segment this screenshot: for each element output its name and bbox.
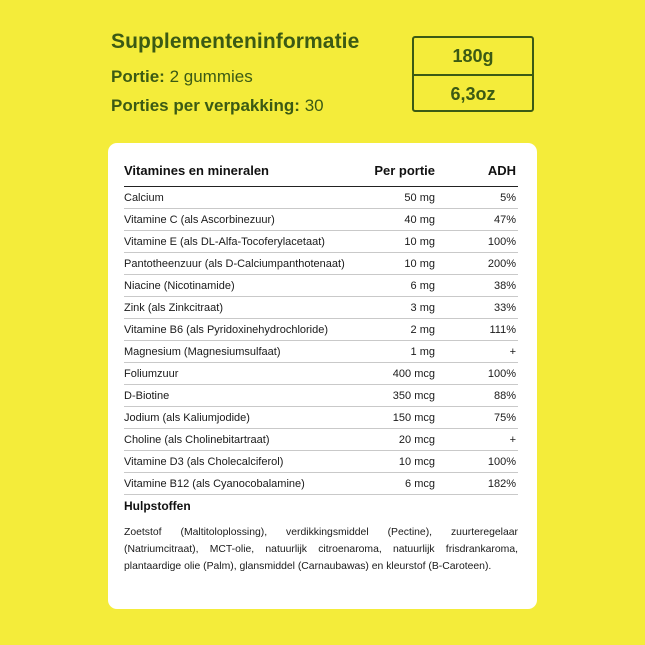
nutrient-name: Choline (als Cholinebitartraat)	[124, 434, 270, 446]
table-row	[124, 187, 518, 209]
nutrient-name: Niacine (Nicotinamide)	[124, 280, 235, 292]
per-portion-value: 10 mcg	[398, 456, 435, 468]
serving-size-value: 2 gummies	[169, 67, 253, 86]
column-header-per-portion: Per portie	[374, 163, 435, 178]
per-portion-value: 20 mcg	[398, 434, 435, 446]
table-row	[124, 451, 518, 473]
excipients-text: Zoetstof (Maltitoloplossing), verdikkingsmiddel (Pectine), zuurteregelaar (Natriumcitraat), MCT-olie, natuurlijk citroenaroma, natuurlijk frisdrankaroma, plantaardige olie (Palm), glansmiddel (Carnaubawas) en kleurstof (B-Caroteen).	[124, 527, 518, 572]
nutrient-name: Calcium	[124, 192, 164, 204]
nutrient-name: D-Biotine	[124, 390, 170, 402]
table-row	[124, 231, 518, 253]
adh-value: 75%	[493, 412, 516, 424]
table-row	[124, 407, 518, 429]
per-portion-value: 50 mg	[404, 192, 435, 204]
per-portion-value: 1 mg	[410, 346, 435, 358]
adh-value: 182%	[487, 478, 516, 490]
per-portion-value: 2 mg	[410, 324, 435, 336]
nutrient-name: Vitamine E (als DL-Alfa-Tocoferylacetaat)	[124, 236, 325, 248]
adh-value: 100%	[487, 368, 516, 380]
adh-value: 200%	[487, 258, 516, 270]
nutrient-name: Pantotheenzuur (als D-Calciumpanthotenaat)	[124, 258, 345, 270]
adh-value: 38%	[493, 280, 516, 292]
adh-value: 5%	[500, 192, 516, 204]
adh-value: +	[509, 346, 516, 358]
adh-value: +	[509, 434, 516, 446]
table-row	[124, 473, 518, 495]
per-portion-value: 6 mg	[410, 280, 435, 292]
weight-ounces: 6,3oz	[450, 83, 496, 104]
adh-value: 88%	[493, 390, 516, 402]
table-row	[124, 429, 518, 451]
serving-size-label: Portie:	[111, 67, 165, 86]
table-row	[124, 319, 518, 341]
table-row	[124, 385, 518, 407]
per-portion-value: 400 mcg	[392, 368, 435, 380]
weight-grams: 180g	[414, 38, 532, 76]
per-portion-value: 10 mg	[404, 258, 435, 270]
nutrient-name: Magnesium (Magnesiumsulfaat)	[124, 346, 281, 358]
table-row	[124, 275, 518, 297]
table-row	[124, 363, 518, 385]
nutrient-name: Zink (als Zinkcitraat)	[124, 302, 224, 314]
table-row	[124, 341, 518, 363]
excipients-title: Hulpstoffen	[124, 499, 191, 513]
per-portion-value: 10 mg	[404, 236, 435, 248]
adh-value: 111%	[489, 324, 516, 336]
adh-value: 100%	[487, 456, 516, 468]
nutrient-table	[124, 186, 518, 495]
per-portion-value: 6 mcg	[405, 478, 435, 490]
table-row	[124, 209, 518, 231]
supplement-facts-card	[108, 143, 537, 609]
servings-per-pack-value: 30	[304, 96, 324, 115]
nutrient-name: Vitamine D3 (als Cholecalciferol)	[124, 456, 284, 468]
per-portion-value: 3 mg	[410, 302, 435, 314]
adh-value: 33%	[493, 302, 516, 314]
serving-size-line	[111, 67, 253, 87]
adh-value: 100%	[487, 236, 516, 248]
nutrient-name: Vitamine B12 (als Cyanocobalamine)	[124, 478, 305, 490]
per-portion-value: 40 mg	[404, 214, 435, 226]
table-header	[124, 163, 518, 183]
nutrient-name: Vitamine C (als Ascorbinezuur)	[124, 214, 275, 226]
column-header-adh: ADH	[487, 163, 516, 178]
adh-value: 47%	[493, 214, 516, 226]
per-portion-value: 350 mcg	[392, 390, 435, 402]
servings-per-pack-line	[111, 96, 324, 116]
per-portion-value: 150 mcg	[392, 412, 435, 424]
nutrient-name: Jodium (als Kaliumjodide)	[124, 412, 250, 424]
net-weight-box	[412, 36, 534, 112]
nutrient-name: Vitamine B6 (als Pyridoxinehydrochloride)	[124, 324, 329, 336]
nutrient-name: Foliumzuur	[124, 368, 179, 380]
column-header-name: Vitamines en mineralen	[124, 163, 269, 178]
page-title: Supplementeninformatie	[111, 30, 360, 53]
servings-per-pack-label: Porties per verpakking:	[111, 96, 300, 115]
table-row	[124, 253, 518, 275]
table-row	[124, 297, 518, 319]
